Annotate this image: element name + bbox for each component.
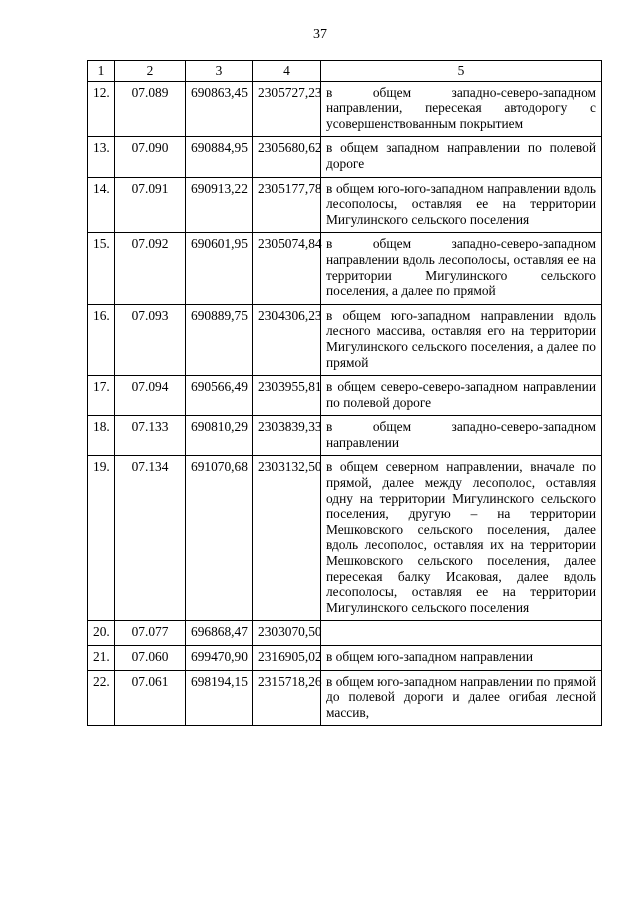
direction-description: в общем западном направлении по полевой дороге <box>321 137 602 177</box>
y-coordinate: 2305074,84 <box>253 233 321 304</box>
row-number: 16. <box>88 304 115 375</box>
point-code: 07.091 <box>115 177 186 233</box>
column-header: 2 <box>115 61 186 82</box>
point-code: 07.060 <box>115 646 186 671</box>
row-number: 14. <box>88 177 115 233</box>
table-row <box>88 177 602 233</box>
row-number: 12. <box>88 81 115 137</box>
direction-description: в общем северо-северо-западном направлении по полевой дороге <box>321 376 602 416</box>
row-number: 21. <box>88 646 115 671</box>
point-code: 07.077 <box>115 621 186 646</box>
y-coordinate: 2304306,23 <box>253 304 321 375</box>
table-row <box>88 621 602 646</box>
point-code: 07.134 <box>115 456 186 621</box>
table-row <box>88 376 602 416</box>
table-row <box>88 670 602 726</box>
y-coordinate: 2316905,02 <box>253 646 321 671</box>
y-coordinate: 2303955,81 <box>253 376 321 416</box>
table-row <box>88 416 602 456</box>
table-header-row <box>88 61 602 82</box>
y-coordinate: 2315718,26 <box>253 670 321 726</box>
page-number: 37 <box>313 27 327 42</box>
row-number: 22. <box>88 670 115 726</box>
x-coordinate: 699470,90 <box>186 646 253 671</box>
direction-description: в общем юго-западном направлении <box>321 646 602 671</box>
y-coordinate: 2303132,50 <box>253 456 321 621</box>
direction-description: в общем северном направлении, вначале по прямой, далее между лесополос, оставляя одну на территории Мигулинского сельского поселения, другую – на территории Мешковского сельского поселения, далее вдоль лесополос, оставляя их на территории Мешковского сельского поселения, далее пересекая балку Исаковая, далее вдоль лесополосы, оставляя ее на территории Мигулинского сельского поселения <box>321 456 602 621</box>
y-coordinate: 2303070,50 <box>253 621 321 646</box>
column-header: 4 <box>253 61 321 82</box>
column-header: 1 <box>88 61 115 82</box>
x-coordinate: 691070,68 <box>186 456 253 621</box>
table-row <box>88 233 602 304</box>
direction-description: в общем юго-западном направлении вдоль лесного массива, оставляя его на территории Мигулинского сельского поселения, а далее по прямой <box>321 304 602 375</box>
row-number: 17. <box>88 376 115 416</box>
x-coordinate: 690566,49 <box>186 376 253 416</box>
boundary-points-table <box>87 60 602 726</box>
x-coordinate: 690601,95 <box>186 233 253 304</box>
row-number: 18. <box>88 416 115 456</box>
row-number: 20. <box>88 621 115 646</box>
y-coordinate: 2305727,23 <box>253 81 321 137</box>
column-header: 3 <box>186 61 253 82</box>
y-coordinate: 2303839,33 <box>253 416 321 456</box>
point-code: 07.093 <box>115 304 186 375</box>
point-code: 07.089 <box>115 81 186 137</box>
table-row <box>88 646 602 671</box>
point-code: 07.092 <box>115 233 186 304</box>
table-row <box>88 137 602 177</box>
point-code: 07.061 <box>115 670 186 726</box>
point-code: 07.090 <box>115 137 186 177</box>
x-coordinate: 690913,22 <box>186 177 253 233</box>
row-number: 15. <box>88 233 115 304</box>
direction-description: в общем западно-северо-западном направлении, пересекая автодорогу с усовершенствованным покрытием <box>321 81 602 137</box>
y-coordinate: 2305177,78 <box>253 177 321 233</box>
x-coordinate: 690810,29 <box>186 416 253 456</box>
point-code: 07.094 <box>115 376 186 416</box>
table-row <box>88 456 602 621</box>
direction-description: в общем юго-юго-западном направлении вдоль лесополосы, оставляя ее на территории Мигулинского сельского поселения <box>321 177 602 233</box>
row-number: 13. <box>88 137 115 177</box>
direction-description: в общем западно-северо-западном направлении вдоль лесополосы, оставляя ее на территории Мигулинского сельского поселения, а далее по прямой <box>321 233 602 304</box>
x-coordinate: 690863,45 <box>186 81 253 137</box>
table-row <box>88 81 602 137</box>
x-coordinate: 696868,47 <box>186 621 253 646</box>
y-coordinate: 2305680,62 <box>253 137 321 177</box>
column-header: 5 <box>321 61 602 82</box>
direction-description <box>321 621 602 646</box>
x-coordinate: 698194,15 <box>186 670 253 726</box>
row-number: 19. <box>88 456 115 621</box>
x-coordinate: 690884,95 <box>186 137 253 177</box>
direction-description: в общем западно-северо-западном направлении <box>321 416 602 456</box>
table-row <box>88 304 602 375</box>
point-code: 07.133 <box>115 416 186 456</box>
x-coordinate: 690889,75 <box>186 304 253 375</box>
direction-description: в общем юго-западном направлении по прямой до полевой дороги и далее огибая лесной массив, <box>321 670 602 726</box>
